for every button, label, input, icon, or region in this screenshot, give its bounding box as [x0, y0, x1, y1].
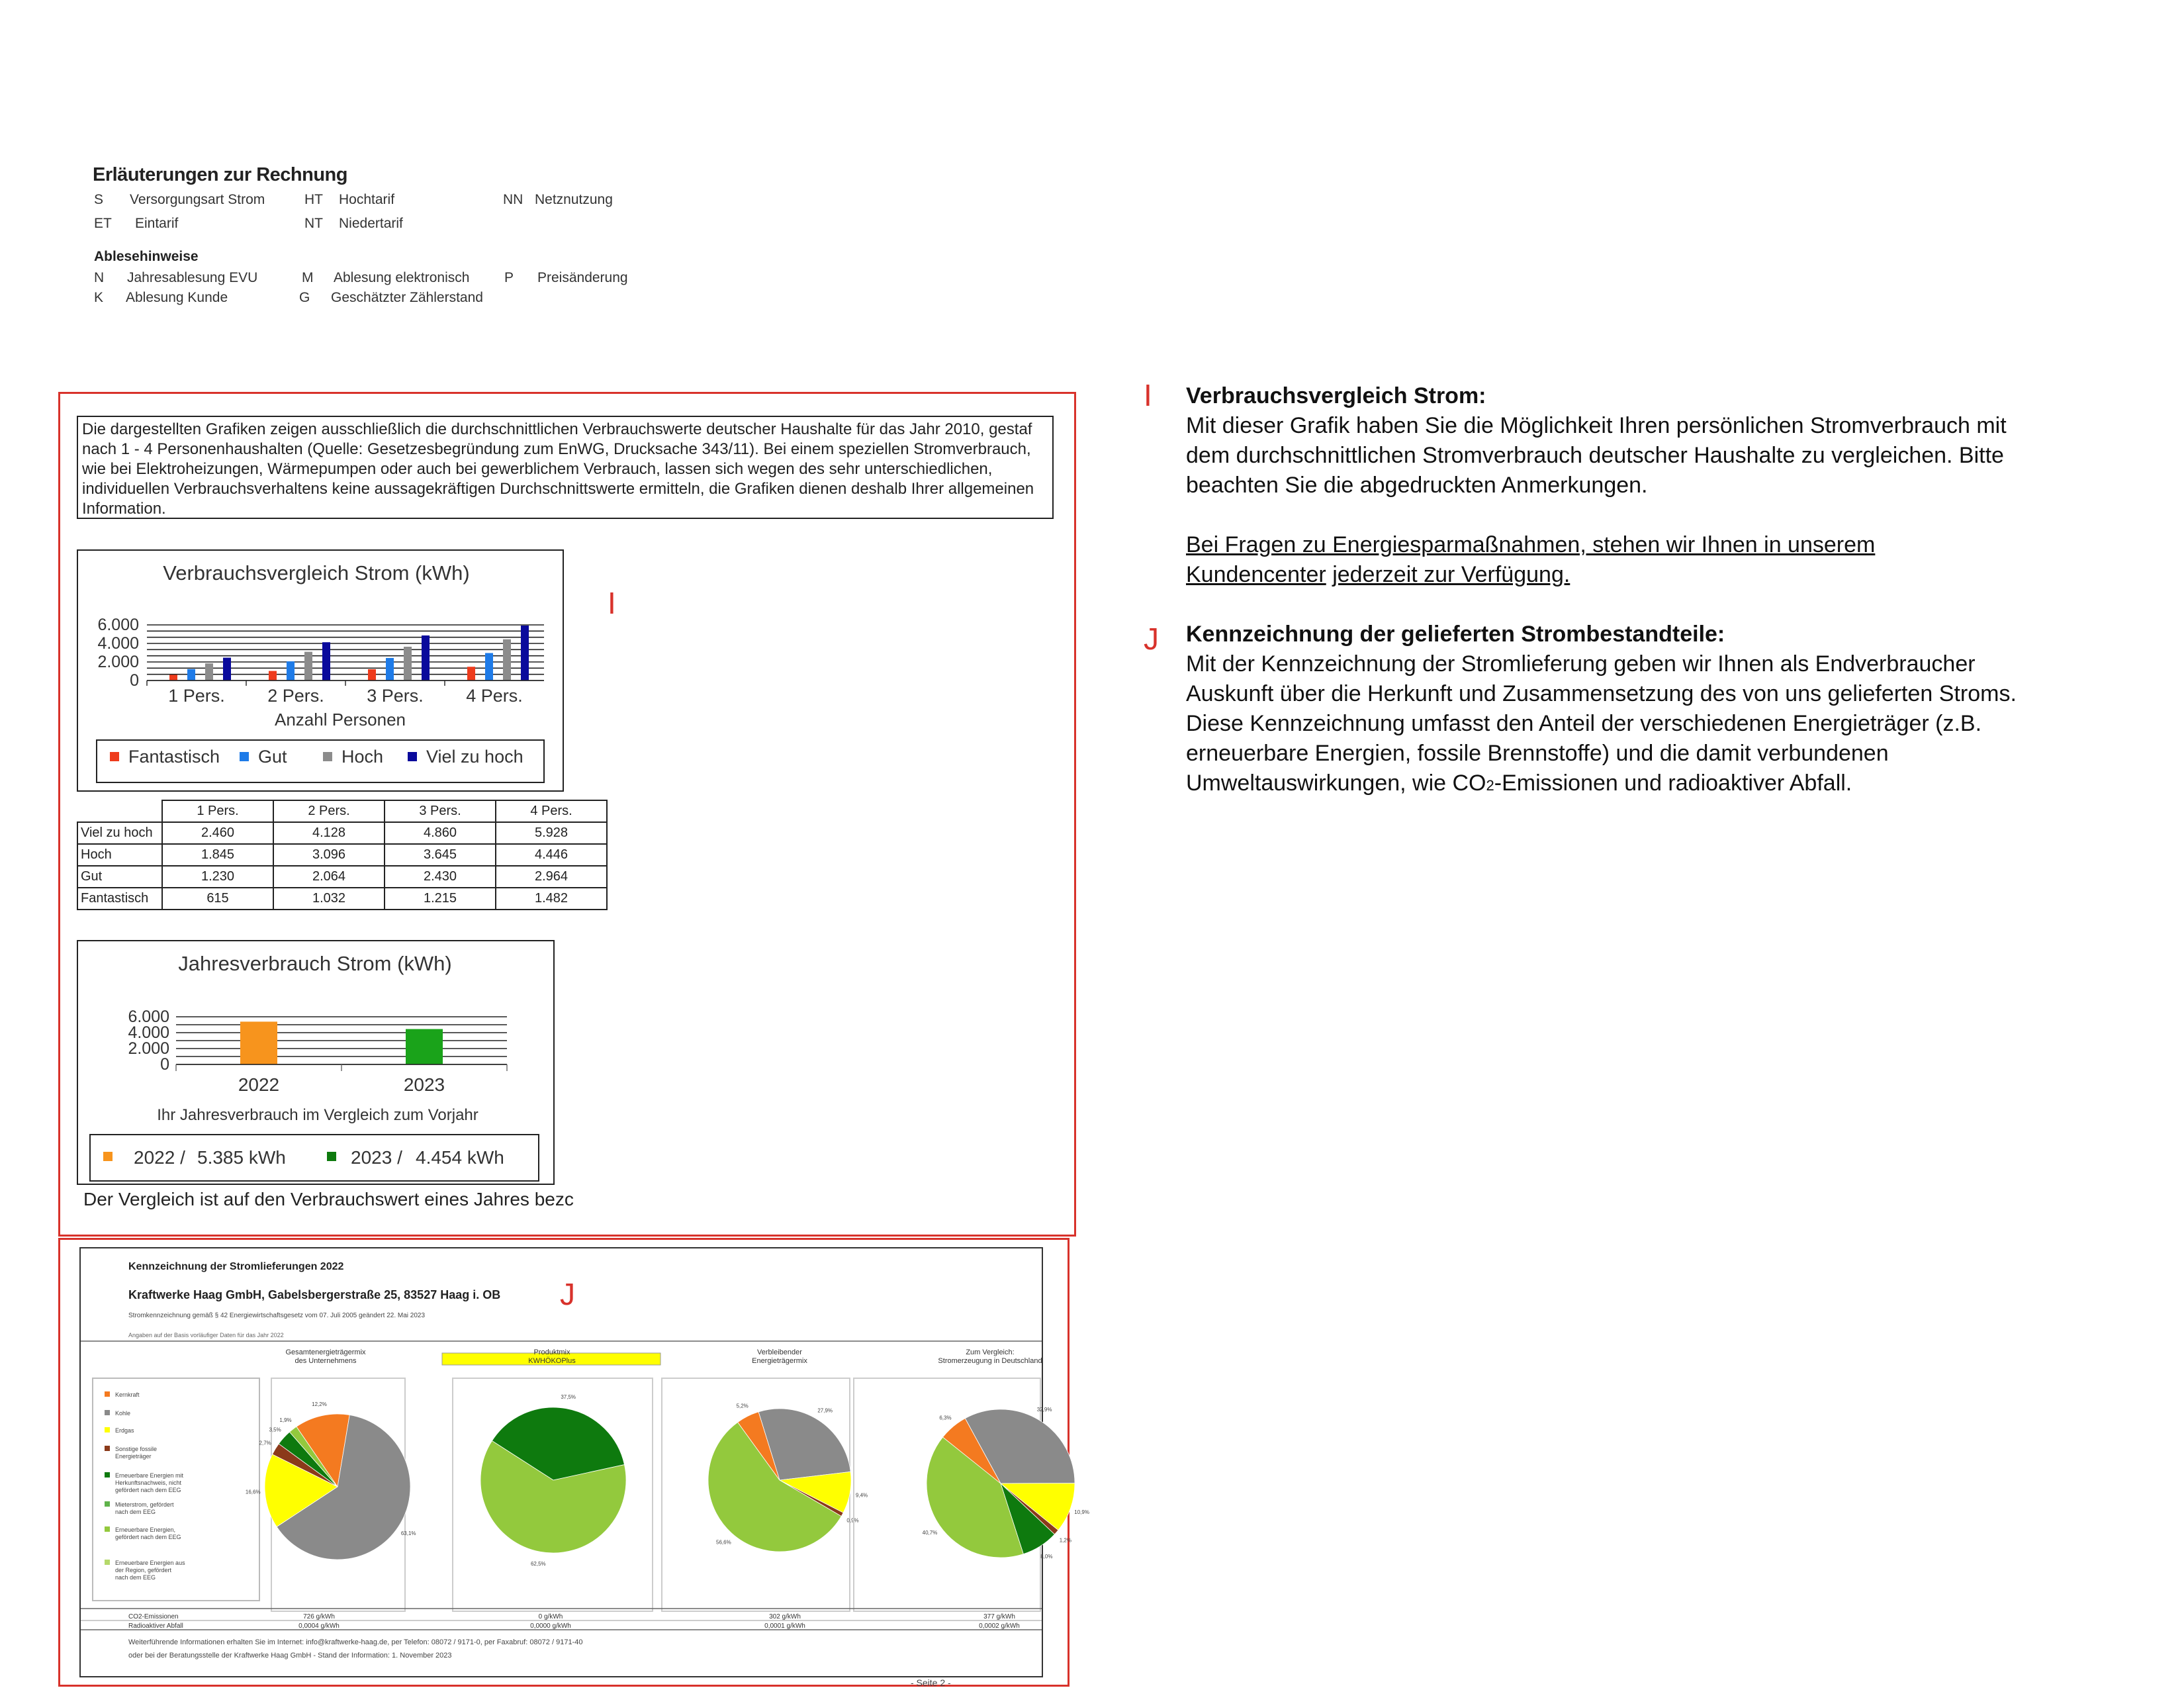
kz-company: Kraftwerke Haag GmbH, Gabelsbergerstraße 25, 83527 Haag i. OB: [128, 1288, 501, 1301]
table-cell: 5.928: [496, 822, 607, 844]
explanation-i-line: Mit dieser Grafik haben Sie die Möglichkeit Ihren persönlichen Stromverbrauch mit: [1186, 413, 2007, 438]
reading-value-p: Preisänderung: [537, 270, 628, 285]
co2-text-post: -Emissionen und radioaktiver Abfall.: [1494, 771, 1852, 796]
pie-slice-label: 2,7%: [259, 1440, 271, 1446]
consumption-table: [77, 800, 608, 910]
annual-chart-box: [77, 940, 555, 1185]
bar-hoch: [205, 663, 213, 680]
bar-viel-zu-hoch: [422, 635, 430, 680]
kz-emission-value: 0,0004 g/kWh: [298, 1622, 340, 1630]
legend-swatch: [240, 752, 249, 761]
legend-value: 5.385 kWh: [197, 1147, 286, 1168]
availability-text: jederzeit zur Verfügung.: [1332, 562, 1570, 587]
table-col-header: 2 Pers.: [273, 800, 385, 822]
pie-slice-label: 12,2%: [312, 1401, 327, 1407]
bar-fantastisch: [169, 675, 177, 680]
legend-year: 2023 /: [351, 1147, 402, 1168]
legend-label: Gut: [258, 747, 287, 767]
reading-hints-title: Ablesehinweise: [94, 249, 199, 264]
comparison-chart-title: Verbrauchsvergleich Strom (kWh): [163, 561, 470, 585]
reading-key-m: M: [302, 270, 314, 285]
table-row: [77, 844, 607, 866]
table-cell: 4.860: [385, 822, 496, 844]
table-cell: 2.064: [273, 866, 385, 888]
bar-viel-zu-hoch: [521, 626, 529, 680]
annual-chart-xlabel: Ihr Jahresverbrauch im Vergleich zum Vorjahr: [157, 1106, 478, 1124]
kz-legend-label: Energieträger: [115, 1453, 152, 1460]
legend-key-nt: NT: [304, 216, 323, 231]
kz-legend-label: Mieterstrom, gefördert: [115, 1501, 174, 1508]
kz-col-subtitle: des Unternehmens: [295, 1357, 357, 1365]
kz-legend-label: Erdgas: [115, 1427, 134, 1434]
y-tick-label: 0: [130, 671, 139, 690]
kz-emission-value: 0,0000 g/kWh: [530, 1622, 571, 1630]
kz-emission-label: CO2-Emissionen: [128, 1613, 179, 1620]
y-tick-label: 2.000: [97, 653, 139, 671]
x-tick-label: 2 Pers.: [267, 686, 324, 706]
bar-gut: [187, 669, 195, 680]
intro-line: Information.: [82, 500, 166, 518]
chart-note: Der Vergleich ist auf den Verbrauchswert eines Jahres bezc: [83, 1189, 574, 1209]
kz-basis-line: Angaben auf der Basis vorläufiger Daten für das Jahr 2022: [128, 1332, 284, 1338]
table-row-label: Hoch: [77, 844, 162, 866]
kz-col-title: Verbleibender: [757, 1348, 802, 1356]
marker-j: J: [1144, 622, 1159, 656]
legend-key-s: S: [94, 192, 104, 207]
pie-slice-label: 16,6%: [245, 1489, 261, 1495]
table-header-row: [77, 800, 607, 822]
explanation-i-heading: Verbrauchsvergleich Strom:: [1186, 383, 1486, 408]
comparison-chart-xlabel: Anzahl Personen: [274, 710, 406, 729]
kz-title: Kennzeichnung der Stromlieferungen 2022: [128, 1261, 344, 1272]
kz-emission-value: 726 g/kWh: [303, 1613, 335, 1620]
co2-subscript: 2: [1486, 777, 1494, 794]
kz-legend-label: Erneuerbare Energien,: [115, 1526, 176, 1533]
bar-2022: [240, 1021, 277, 1064]
reading-value-g: Geschätzter Zählerstand: [331, 290, 483, 305]
kz-legend-swatch: [105, 1472, 110, 1477]
y-tick-label: 2.000: [128, 1039, 169, 1058]
legend-value-nn: Netznutzung: [535, 192, 613, 207]
legend-swatch: [408, 752, 417, 761]
reading-key-p: P: [504, 270, 514, 285]
legend-swatch: [323, 752, 332, 761]
legend-key-ht: HT: [304, 192, 323, 207]
legend-value-s: Versorgungsart Strom: [130, 192, 265, 207]
table-cell: 4.128: [273, 822, 385, 844]
kz-col-title: Produktmix: [533, 1348, 570, 1356]
reading-value-n: Jahresablesung EVU: [127, 270, 258, 285]
explanation-j-line: [1186, 769, 2017, 800]
intro-line: wie bei Elektroheizungen, Wärmepumpen oder auch bei gewerblichem Verbrauch, lassen sich wegen des sehr unterschiedlichen,: [82, 460, 993, 478]
kz-emission-value: 377 g/kWh: [983, 1613, 1015, 1620]
pie-slice-label: 1,2%: [1059, 1537, 1071, 1544]
page-number: - Seite 2 -: [911, 1677, 951, 1688]
kz-emission-value: 0 g/kWh: [538, 1613, 563, 1620]
bar-gut: [485, 653, 493, 680]
table-col-header: 3 Pers.: [385, 800, 496, 822]
reading-key-n: N: [94, 270, 105, 285]
kz-legend-label: Sonstige fossile: [115, 1446, 158, 1452]
table-cell: 1.215: [385, 888, 496, 910]
kz-footer-line1: Weiterführende Informationen erhalten Sie im Internet: info@kraftwerke-haag.de, per Telefon: 08072 / 9171-0, per Faxabruf: 08072 / 9171-40: [128, 1638, 583, 1646]
explanation-j: [1186, 620, 2017, 800]
legend-label: Viel zu hoch: [426, 747, 523, 767]
pie-slice-label: 27,9%: [817, 1407, 833, 1414]
marker-i: I: [1144, 378, 1152, 412]
kz-col-subtitle: Energieträgermix: [752, 1357, 807, 1365]
y-tick-label: 4.000: [97, 634, 139, 653]
legend-title: Erläuterungen zur Rechnung: [93, 164, 347, 185]
explanation-j-line: erneuerbare Energien, fossile Brennstoffe) und die damit verbundenen: [1186, 741, 1889, 766]
table-cell: 2.460: [162, 822, 273, 844]
table-row-label: Gut: [77, 866, 162, 888]
pie-slice-label: 10,9%: [1074, 1509, 1089, 1516]
y-tick-label: 6.000: [97, 616, 139, 634]
contact-line2: [1186, 560, 2007, 590]
contact-text: Bei Fragen zu Energiesparmaßnahmen, stehen wir Ihnen in unserem: [1186, 532, 1876, 557]
bar-hoch: [503, 639, 511, 680]
explanation-i-line: beachten Sie die abgedruckten Anmerkungen.: [1186, 473, 1648, 498]
marker-j-chart: J: [560, 1277, 575, 1311]
kz-legend-label: nach dem EEG: [115, 1509, 156, 1515]
table-cell: 2.430: [385, 866, 496, 888]
legend-key-nn: NN: [503, 192, 523, 207]
pie-slice-label: 40,7%: [922, 1529, 938, 1536]
kz-legend-label: der Region, gefördert: [115, 1567, 172, 1573]
kz-legend-label: Herkunftsnachweis, nicht: [115, 1479, 182, 1486]
pie-slice-label: 63,1%: [400, 1530, 416, 1536]
pie-slice-label: 1,9%: [279, 1417, 292, 1423]
bar-fantastisch: [269, 671, 277, 680]
pie-slice-label: 37,5%: [561, 1394, 576, 1401]
kz-legend-label: Kernkraft: [115, 1391, 140, 1398]
table-cell: 3.096: [273, 844, 385, 866]
table-corner: [77, 800, 162, 822]
kz-legend-swatch: [105, 1446, 110, 1451]
explanation-j-line: Auskunft über die Herkunft und Zusammensetzung des von uns gelieferten Stroms.: [1186, 681, 2017, 706]
co2-text-pre: Umweltauswirkungen, wie CO: [1186, 771, 1486, 796]
table-cell: 4.446: [496, 844, 607, 866]
kz-legend-swatch: [105, 1526, 110, 1532]
kz-col-subtitle: Stromerzeugung in Deutschland: [938, 1357, 1042, 1365]
intro-line: nach 1 - 4 Personenhaushalten (Quelle: Gesetzesbegründung zum EnWG, Drucksache 343/11). Bei einem speziellen Stromverbrauch,: [82, 440, 1031, 458]
table-col-header: 4 Pers.: [496, 800, 607, 822]
kz-footer-line2: oder bei der Beratungsstelle der Kraftwerke Haag GmbH - Stand der Information: 1. November 2023: [128, 1652, 452, 1660]
table-col-header: 1 Pers.: [162, 800, 273, 822]
legend-value-nt: Niedertarif: [339, 216, 403, 231]
table-cell: 1.482: [496, 888, 607, 910]
y-tick-label: 6.000: [128, 1008, 169, 1026]
y-tick-label: 0: [160, 1055, 169, 1074]
kz-legend-swatch: [105, 1410, 110, 1415]
legend-label: Fantastisch: [128, 747, 220, 767]
legend-label: Hoch: [341, 747, 384, 767]
bar-gut: [287, 661, 295, 680]
pie-slice-label: 56,6%: [716, 1539, 731, 1546]
y-tick-label: 4.000: [128, 1023, 169, 1042]
pie-slice-label: 32,9%: [1036, 1407, 1052, 1413]
kz-emission-value: 302 g/kWh: [769, 1613, 801, 1620]
kz-law-line: Stromkennzeichnung gemäß § 42 Energiewirtschaftsgesetz vom 07. Juli 2005 geändert 22. Mai 2023: [128, 1312, 426, 1319]
explanation-j-line: Mit der Kennzeichnung der Stromlieferung geben wir Ihnen als Endverbraucher: [1186, 651, 1976, 677]
table-cell: 615: [162, 888, 273, 910]
kz-col-subtitle: KWHÖKOPlus: [528, 1357, 576, 1365]
explanation-j-line: Diese Kennzeichnung umfasst den Anteil der verschiedenen Energieträger (z.B.: [1186, 711, 1982, 736]
bar-viel-zu-hoch: [223, 658, 231, 680]
comparison-bar-chart: [78, 551, 563, 790]
kz-legend-swatch: [105, 1560, 110, 1565]
kz-legend-swatch: [105, 1501, 110, 1507]
bar-2023: [406, 1029, 443, 1064]
legend-key-et: ET: [94, 216, 112, 231]
kz-emission-value: 0,0002 g/kWh: [979, 1622, 1020, 1630]
bar-fantastisch: [368, 669, 376, 680]
pie-slice-label: 5,2%: [736, 1403, 749, 1409]
kz-legend-label: gefördert nach dem EEG: [115, 1487, 181, 1493]
kz-legend-label: nach dem EEG: [115, 1574, 156, 1581]
legend-swatch: [103, 1152, 113, 1161]
legend-year: 2022 /: [134, 1147, 185, 1168]
x-tick-label: 1 Pers.: [168, 686, 225, 706]
kz-emission-label: Radioaktiver Abfall: [128, 1622, 183, 1630]
table-cell: 3.645: [385, 844, 496, 866]
reading-key-g: G: [299, 290, 310, 305]
legend-swatch: [110, 752, 119, 761]
marker-i-chart: I: [608, 586, 616, 620]
reading-value-k: Ablesung Kunde: [126, 290, 228, 305]
table-cell: 1.032: [273, 888, 385, 910]
reading-value-m: Ablesung elektronisch: [334, 270, 470, 285]
pie-slice-label: 0,9%: [846, 1517, 859, 1524]
kz-legend-swatch: [105, 1427, 110, 1432]
pie-slice-label: 3,5%: [269, 1427, 281, 1433]
contact-line1: [1186, 530, 2007, 560]
explanation-i: [1186, 381, 2007, 590]
x-tick-label: 2023: [403, 1074, 445, 1095]
kundencenter-link[interactable]: Kundencenter: [1186, 562, 1326, 587]
kz-emission-value: 0,0001 g/kWh: [764, 1622, 805, 1630]
legend-value-et: Eintarif: [135, 216, 179, 231]
x-tick-label: 4 Pers.: [466, 686, 523, 706]
intro-textbox: [77, 416, 1054, 519]
explanation-j-heading: Kennzeichnung der gelieferten Strombestandteile:: [1186, 622, 1725, 647]
table-row-label: Fantastisch: [77, 888, 162, 910]
bar-fantastisch: [467, 667, 475, 680]
kz-col-title: Zum Vergleich:: [966, 1348, 1015, 1356]
kz-legend-label: Kohle: [115, 1410, 131, 1417]
kz-col-title: Gesamtenergieträgermix: [285, 1348, 366, 1356]
bar-hoch: [304, 652, 312, 680]
x-tick-label: 2022: [238, 1074, 280, 1095]
table-cell: 1.845: [162, 844, 273, 866]
kz-legend-label: Erneuerbare Energien mit: [115, 1472, 184, 1479]
bar-hoch: [404, 647, 412, 680]
annual-chart-title: Jahresverbrauch Strom (kWh): [178, 952, 452, 975]
table-row: [77, 866, 607, 888]
table-row-label: Viel zu hoch: [77, 822, 162, 844]
legend-swatch: [327, 1152, 336, 1161]
pie-slice-label: 9,4%: [855, 1492, 868, 1499]
explanation-i-line: dem durchschnittlichen Stromverbrauch deutscher Haushalte zu vergleichen. Bitte: [1186, 443, 2004, 468]
pie-slice-label: 62,5%: [530, 1560, 546, 1567]
legend-value-ht: Hochtarif: [339, 192, 395, 207]
kz-legend-label: gefördert nach dem EEG: [115, 1534, 181, 1540]
kennzeichnung-graphic: [81, 1248, 1089, 1676]
bar-gut: [386, 658, 394, 680]
pie-slice-label: 8,0%: [1040, 1553, 1053, 1560]
reading-key-k: K: [94, 290, 104, 305]
x-tick-label: 3 Pers.: [367, 686, 424, 706]
table-cell: 1.230: [162, 866, 273, 888]
intro-line: Die dargestellten Grafiken zeigen ausschließlich die durchschnittlichen Verbrauchswerte deutscher Haushalte für das Jahr 2010, gestaf: [82, 420, 1032, 438]
pie-slice-label: 6,3%: [939, 1415, 952, 1421]
table-cell: 2.964: [496, 866, 607, 888]
kz-legend-label: Erneuerbare Energien aus: [115, 1560, 185, 1566]
kz-legend-swatch: [105, 1391, 110, 1397]
intro-line: individuellen Verbrauchsverhaltens keine aussagekräftigen Durchschnittswerte ermitteln, die Grafiken dienen deshalb Ihrer allgemeinen: [82, 480, 1034, 498]
table-row: [77, 822, 607, 844]
legend-value: 4.454 kWh: [416, 1147, 504, 1168]
bar-viel-zu-hoch: [322, 642, 330, 680]
table-row: [77, 888, 607, 910]
comparison-chart-box: [77, 549, 564, 792]
annual-bar-chart: [78, 941, 553, 1184]
